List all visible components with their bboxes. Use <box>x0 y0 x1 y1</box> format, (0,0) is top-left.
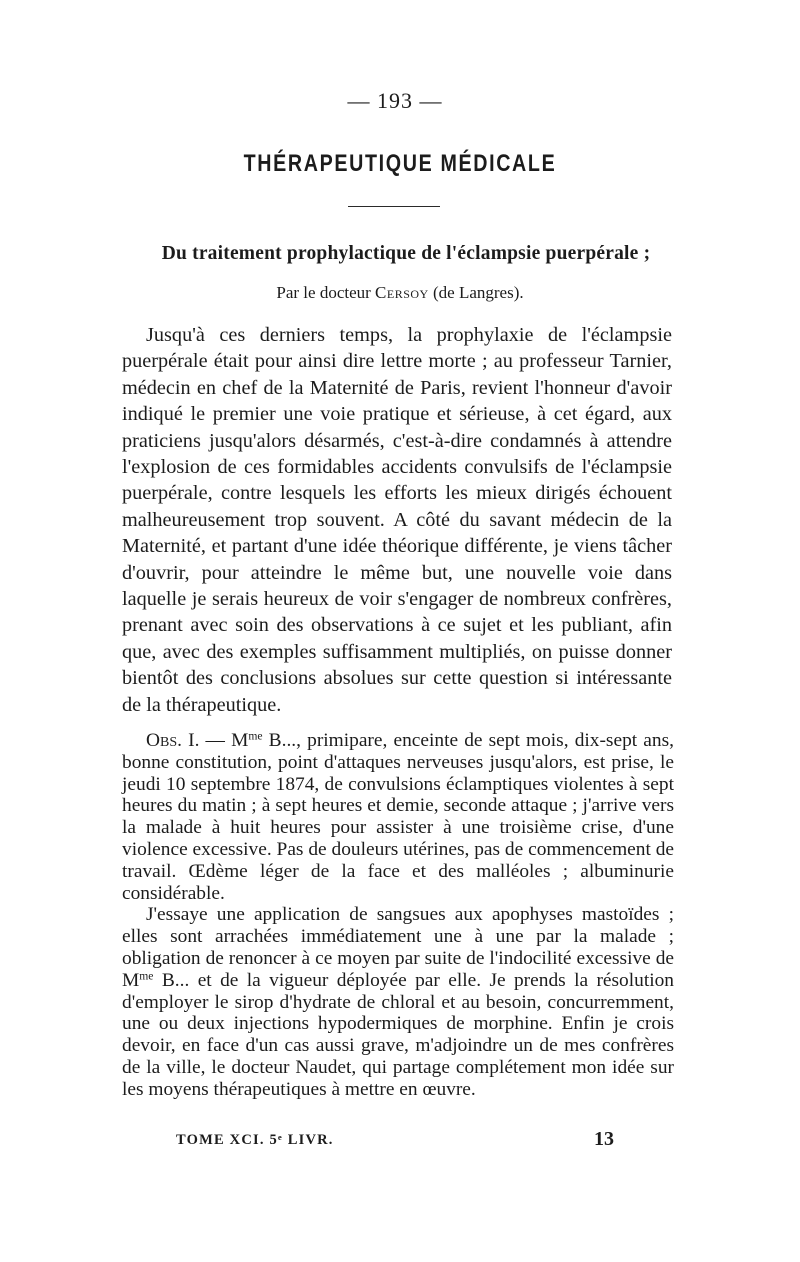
patient-title: M <box>231 730 249 751</box>
intro-paragraph-block <box>122 322 672 718</box>
patient-title-2: M <box>122 969 140 991</box>
observation-paragraph-2 <box>122 904 674 1100</box>
intro-paragraph: Jusqu'à ces derniers temps, la prophylaxie de l'éclampsie puerpérale était pour ainsi dire lettre morte ; au professeur Tarnier, médecin en chef de la Maternité de Paris, revient l'honneur d'avoir indiqué le premier une voie pratique et sérieuse, à cet égard, aux praticiens jusqu'alors désarmés, c'est-à-dire condamnés à attendre l'explosion de ces formidables accidents convulsifs de l'éclampsie puerpérale, contre lesquels les efforts les mieux dirigés échouent malheureusement trop souvent. A côté du savant médecin de la Maternité, et partant d'une idée théorique différente, je viens tâcher d'ouvrir, pour atteindre le même but, une nouvelle voie dans laquelle je serais heureux de voir s'engager de nombreux confrères, prenant avec soin des observations à ce sujet et les publiant, afin que, avec des exemples suffisamment multipliés, on puisse donner bientôt des conclusions absolues sur cette question si intéressante de la thérapeutique. <box>122 324 672 716</box>
patient-title-2-sup: me <box>139 969 154 983</box>
byline-prefix: Par le docteur <box>276 283 376 302</box>
author-name: Cersoy <box>375 283 429 302</box>
page-number: — 193 — <box>347 88 443 113</box>
observation-dash: — <box>199 730 232 751</box>
byline <box>0 283 800 303</box>
observation-text-2b: B... et de la vigueur déployée par elle. Je prends la résolution d'employer le sirop d'hydrate de chloral et au besoin, concurremment, une ou deux injections hypodermiques de morphine. Enfin je crois devoir, en face d'un cas aussi grave, m'adjoindre un de mes confrères de la ville, le docteur Naudet, qui partage complétement mon idée sur les moyens thérapeutiques à mettre en œuvre. <box>122 969 674 1100</box>
observation-paragraph-1 <box>122 730 674 904</box>
signature-mark: 13 <box>594 1128 614 1150</box>
patient-title-sup: me <box>248 729 263 743</box>
title-divider <box>348 206 440 207</box>
observation-label: Obs. I. <box>146 730 200 751</box>
observation-text-2a: J'essaye une application de sangsues aux apophyses mastoïdes ; elles sont arrachées immédiatement une à une par la malade ; obligation de renoncer à ce moyen par suite de l'indocilité excessive de <box>122 904 674 969</box>
section-title: THÉRAPEUTIQUE MÉDICALE <box>243 150 557 177</box>
observation-block <box>122 730 674 1101</box>
byline-suffix: (de Langres). <box>428 283 524 302</box>
article-title: Du traitement prophylactique de l'éclampsie puerpérale ; <box>161 243 651 264</box>
observation-text-1: B..., primipare, enceinte de sept mois, dix-sept ans, bonne constitution, point d'attaques nerveuses jusqu'alors, est prise, le jeudi 10 septembre 1874, de convulsions éclamptiques violentes à sept heures du matin ; à sept heures et demie, seconde attaque ; j'arrive vers la malade à huit heures pour assister à une troisième crise, d'une violence excessive. Pas de douleurs utérines, pas de commencement de travail. Œdème léger de la face et des malléoles ; albuminurie considérable. <box>122 730 674 904</box>
page-footer <box>0 1128 800 1158</box>
volume-info: TOME XCI. 5ᵉ LIVR. <box>176 1132 334 1148</box>
